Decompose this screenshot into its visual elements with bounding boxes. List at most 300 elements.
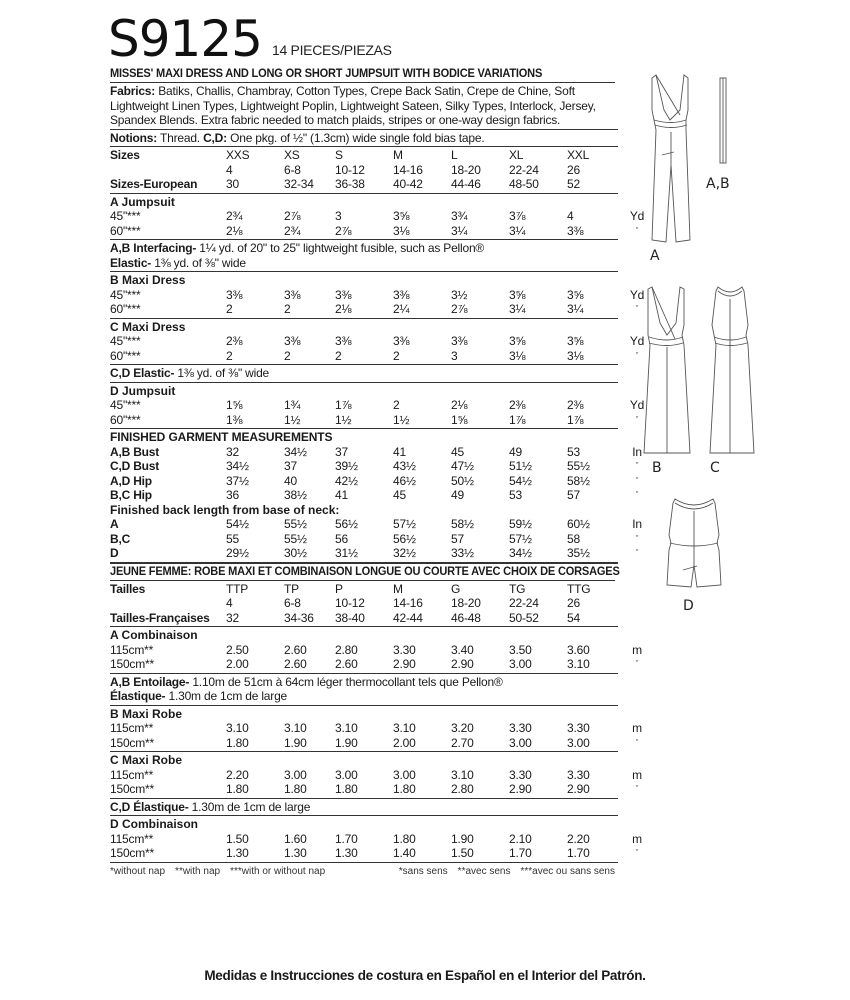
- value-cell: 1⅞: [335, 398, 352, 412]
- pattern-number: S9125: [108, 10, 262, 68]
- value-cell: 1.40: [393, 846, 416, 860]
- unit-cell: ": [635, 784, 639, 793]
- size-cell: XS: [284, 148, 300, 162]
- view-d-jumpsuit-table: [110, 383, 645, 430]
- value-cell: 55½: [284, 531, 307, 546]
- elastic-label: Elastic-: [110, 255, 152, 270]
- value-cell: 3.30: [567, 721, 590, 735]
- row-label: Tailles: [110, 581, 146, 596]
- row-label: D: [110, 546, 119, 560]
- value-cell: 2.90: [451, 657, 474, 671]
- value-cell: 3¼: [567, 302, 584, 316]
- size-cell: XXS: [226, 148, 250, 162]
- value-cell: 1⅞: [509, 412, 526, 427]
- value-cell: 2.90: [567, 782, 590, 796]
- value-cell: 3⅜: [567, 223, 584, 238]
- value-cell: 2.60: [284, 657, 307, 671]
- view-label-ab: A,B: [706, 176, 730, 192]
- tailles-row: [110, 582, 618, 597]
- row-label: 60"***: [110, 223, 141, 238]
- yardage-row: [110, 721, 642, 736]
- interfacing-label: A,B Interfacing-: [110, 241, 197, 255]
- value-cell: 2: [226, 348, 233, 363]
- value-cell: 3.00: [567, 735, 590, 750]
- tailles-table: [110, 581, 618, 628]
- value-cell: 60½: [567, 517, 590, 531]
- value-cell: 56½: [393, 531, 416, 546]
- size-cell: P: [335, 581, 343, 596]
- value-cell: 2¾: [226, 209, 243, 223]
- value-cell: 55: [226, 531, 239, 546]
- value-cell: 3.30: [393, 642, 416, 657]
- value-cell: 1.70: [335, 831, 358, 846]
- interfacing-elastic-section: [110, 240, 618, 272]
- size-cell: G: [451, 581, 461, 596]
- value-cell: 3⅜: [393, 287, 410, 302]
- row-label: C,D Bust: [110, 459, 160, 473]
- value-cell: 1⅞: [567, 412, 584, 427]
- row-label: 60"***: [110, 302, 141, 316]
- size-cell: S: [335, 148, 343, 162]
- unit-cell: ": [635, 414, 639, 424]
- value-cell: 57: [451, 531, 464, 546]
- unit-cell: ": [635, 225, 639, 235]
- size-cell: 22-24: [509, 162, 539, 177]
- value-cell: 3.30: [567, 767, 590, 782]
- value-cell: 2.10: [509, 831, 532, 846]
- unit-cell: In: [632, 517, 642, 531]
- row-label: 45"***: [110, 334, 141, 348]
- row-label: 150cm**: [110, 735, 154, 750]
- value-cell: 2.00: [393, 735, 416, 750]
- sizes-number-row: [110, 163, 618, 178]
- entoilage-label: A,B Entoilage-: [110, 674, 190, 689]
- interfacing-text: 1¼ yd. of 20" to 25" lightweight fusible, such as Pellon®: [196, 241, 485, 255]
- value-cell: 45: [451, 444, 464, 459]
- unit-cell: ": [635, 533, 639, 543]
- footnotes-french: [399, 865, 625, 878]
- value-cell: 2: [226, 302, 233, 316]
- value-cell: 29½: [226, 546, 249, 560]
- value-cell: 1.90: [284, 735, 307, 750]
- row-label: 60"***: [110, 348, 141, 363]
- size-cell: 42-44: [393, 610, 423, 625]
- size-cell: 6-8: [284, 162, 301, 177]
- value-cell: 41: [335, 488, 348, 502]
- view-a-jumpsuit-illustration: [640, 70, 750, 270]
- value-cell: 3¾: [451, 209, 468, 223]
- value-cell: 33½: [451, 546, 474, 560]
- value-cell: 1¾: [284, 398, 301, 412]
- value-cell: 2⅛: [226, 223, 243, 238]
- value-cell: 39½: [335, 459, 358, 473]
- size-cell: 10-12: [335, 162, 365, 177]
- value-cell: 34½: [284, 444, 307, 459]
- value-cell: 1.80: [393, 782, 416, 796]
- value-cell: 3⅞: [509, 209, 526, 223]
- size-cell: 54: [567, 610, 580, 625]
- value-cell: 2: [284, 348, 291, 363]
- view-title: C Maxi Dress: [110, 319, 186, 334]
- value-cell: 1⅝: [226, 398, 243, 412]
- size-cell: M: [393, 581, 403, 596]
- unit-cell: ": [635, 304, 639, 313]
- view-a-combinaison-table: [110, 627, 642, 674]
- value-cell: 3⅝: [567, 334, 584, 348]
- unit-cell: ": [635, 350, 639, 360]
- footnote: *without nap: [110, 865, 166, 877]
- value-cell: 2⅛: [451, 398, 468, 412]
- back-length-row: [110, 546, 639, 561]
- view-b-maxi-dress-table: [110, 272, 645, 319]
- unit-cell: ": [635, 548, 639, 557]
- value-cell: 2: [393, 398, 400, 412]
- yardage-row: [110, 735, 639, 751]
- value-cell: 3⅝: [509, 287, 526, 302]
- piece-count: 14 PIECES/PIEZAS: [271, 42, 392, 58]
- size-cell: TG: [509, 581, 526, 596]
- cd-elastic-label: C,D Elastic-: [110, 366, 175, 380]
- value-cell: 50½: [451, 473, 474, 488]
- size-cell: 34-36: [284, 610, 314, 625]
- view-title: A Jumpsuit: [110, 194, 175, 209]
- size-cell: 32: [226, 610, 239, 625]
- value-cell: 55½: [284, 517, 307, 531]
- size-cell: 50-52: [509, 610, 539, 625]
- back-length-row: [110, 531, 639, 547]
- value-cell: 56½: [335, 517, 358, 531]
- value-cell: 1.70: [509, 846, 532, 860]
- value-cell: 47½: [451, 459, 474, 473]
- elastic-line: [110, 256, 618, 271]
- elastique-label: Élastique-: [110, 689, 166, 703]
- value-cell: 2.90: [509, 782, 532, 796]
- unit-cell: ": [635, 490, 639, 499]
- view-c-maxi-dress-table: [110, 319, 645, 366]
- view-c-maxi-robe-table: [110, 752, 642, 799]
- value-cell: 2.80: [335, 642, 358, 657]
- view-title: D Combinaison: [110, 817, 199, 831]
- notions-section: [110, 130, 618, 148]
- value-cell: 3¼: [509, 223, 526, 238]
- row-label: Sizes-European: [110, 177, 198, 191]
- footnote: **with nap: [175, 865, 221, 877]
- unit-cell: ": [635, 848, 639, 857]
- row-label: 115cm**: [110, 642, 154, 657]
- value-cell: 58½: [567, 473, 590, 488]
- value-cell: 3⅝: [567, 287, 584, 302]
- cd-elastique-text: 1.30m de 1cm de large: [188, 799, 311, 814]
- value-cell: 2⅞: [451, 302, 468, 316]
- size-cell: XL: [509, 148, 524, 162]
- view-label-d: D: [683, 598, 694, 614]
- size-cell: 10-12: [335, 596, 365, 610]
- value-cell: 2.00: [226, 657, 249, 671]
- value-cell: 3.10: [451, 767, 474, 782]
- value-cell: 1⅜: [226, 412, 243, 427]
- row-label: 115cm**: [110, 767, 154, 782]
- size-cell: 6-8: [284, 596, 301, 610]
- row-label: Sizes: [110, 148, 140, 162]
- view-label-c: C: [710, 460, 720, 476]
- unit-cell: Yd: [629, 287, 645, 302]
- cd-elastique-label: C,D Élastique-: [110, 799, 189, 814]
- row-label: A,D Hip: [110, 473, 152, 488]
- finished-measurements-table: [110, 429, 642, 564]
- value-cell: 59½: [509, 517, 532, 531]
- yardage-row: [110, 657, 639, 672]
- value-cell: 57½: [509, 531, 532, 546]
- value-cell: 58½: [451, 517, 474, 531]
- value-cell: 40: [284, 473, 297, 488]
- row-label: [110, 163, 226, 178]
- row-label: Tailles-Françaises: [110, 610, 210, 625]
- value-cell: 3.10: [567, 657, 590, 671]
- value-cell: 34½: [226, 459, 249, 473]
- size-cell: 18-20: [451, 162, 481, 177]
- value-cell: 1.80: [335, 782, 358, 796]
- row-label: 150cm**: [110, 782, 154, 796]
- row-label: 150cm**: [110, 657, 154, 671]
- value-cell: 3.50: [509, 642, 532, 657]
- value-cell: 3.00: [509, 735, 532, 750]
- value-cell: 3.00: [335, 767, 358, 782]
- value-cell: 3¼: [451, 223, 468, 238]
- value-cell: 3⅜: [451, 334, 468, 348]
- value-cell: 32: [226, 444, 239, 459]
- unit-cell: Yd: [629, 209, 645, 223]
- value-cell: 3.40: [451, 642, 474, 657]
- value-cell: 37½: [226, 473, 249, 488]
- size-cell: 36-38: [335, 177, 365, 191]
- value-cell: 36: [226, 488, 239, 502]
- tailles-francaises-row: [110, 611, 618, 626]
- value-cell: 57½: [393, 517, 416, 531]
- value-cell: 58: [567, 531, 580, 546]
- yardage-chart: [110, 66, 645, 878]
- value-cell: 4: [567, 209, 574, 223]
- notions-label: Notions:: [110, 130, 158, 145]
- view-label-a: A: [650, 248, 660, 264]
- value-cell: 1½: [335, 412, 352, 427]
- size-cell: TTG: [567, 581, 591, 596]
- value-cell: 3⅛: [509, 348, 526, 363]
- spanish-note: Medidas e Instrucciones de costura en Español en el Interior del Patrón.: [204, 968, 646, 983]
- row-label: 60"***: [110, 412, 141, 427]
- value-cell: 1.80: [226, 735, 249, 750]
- view-title: D Jumpsuit: [110, 383, 176, 398]
- value-cell: 57: [567, 488, 580, 502]
- unit-cell: In: [632, 444, 642, 459]
- row-label: 150cm**: [110, 846, 154, 860]
- measurement-row: [110, 488, 639, 503]
- value-cell: 1½: [284, 412, 301, 427]
- view-a-jumpsuit-table: [110, 194, 645, 241]
- value-cell: 3⅝: [393, 209, 410, 223]
- footnotes-english: [110, 865, 335, 878]
- size-cell: 14-16: [393, 596, 423, 610]
- size-cell: TP: [284, 581, 299, 596]
- view-title: B Maxi Robe: [110, 706, 183, 721]
- size-cell: 4: [226, 596, 233, 610]
- value-cell: 2.80: [451, 782, 474, 796]
- size-cell: 48-50: [509, 177, 539, 191]
- entoilage-elastique-section: [110, 674, 618, 706]
- unit-cell: ": [635, 461, 639, 470]
- row-label: 45"***: [110, 287, 141, 302]
- yardage-row: [110, 223, 639, 239]
- value-cell: 3⅜: [284, 334, 301, 348]
- value-cell: 1.80: [393, 831, 416, 846]
- unit-cell: Yd: [629, 398, 645, 412]
- yardage-row: [110, 302, 639, 317]
- value-cell: 1.80: [284, 782, 307, 796]
- view-d-combinaison-table: [110, 816, 642, 863]
- sizes-row: [110, 148, 618, 163]
- size-cell: 18-20: [451, 596, 481, 610]
- value-cell: 3⅜: [393, 334, 410, 348]
- value-cell: 2¼: [393, 302, 410, 316]
- row-label: A: [110, 517, 119, 531]
- value-cell: 30½: [284, 546, 307, 560]
- value-cell: 1.80: [226, 782, 249, 796]
- yardage-row: [110, 782, 639, 797]
- french-title: JEUNE FEMME: ROBE MAXI ET COMBINAISON LONGUE OU COURTE AVEC CHOIX DE CORSAGES: [110, 564, 615, 581]
- value-cell: 32½: [393, 546, 416, 560]
- value-cell: 49: [509, 444, 522, 459]
- unit-cell: ": [635, 737, 639, 747]
- value-cell: 54½: [509, 473, 532, 488]
- value-cell: 3: [335, 209, 342, 223]
- elastique-line: [110, 689, 618, 704]
- row-label: B,C Hip: [110, 488, 152, 502]
- size-cell: 4: [226, 162, 233, 177]
- yardage-row: [110, 412, 639, 428]
- value-cell: 3½: [451, 287, 468, 302]
- yardage-row: [110, 287, 645, 303]
- value-cell: 2⅜: [226, 334, 243, 348]
- unit-cell: ": [635, 659, 639, 668]
- yardage-row: [110, 398, 645, 413]
- value-cell: 3: [451, 348, 458, 363]
- row-label: B,C: [110, 531, 131, 546]
- tailles-number-row: [110, 596, 618, 611]
- back-length-title: Finished back length from base of neck:: [110, 502, 340, 517]
- view-title: A Combinaison: [110, 628, 198, 642]
- size-cell: 22-24: [509, 596, 539, 610]
- value-cell: 2: [335, 348, 342, 363]
- value-cell: 2.70: [451, 735, 474, 750]
- footnote: ***avec ou sans sens: [520, 865, 615, 877]
- value-cell: 3⅝: [509, 334, 526, 348]
- value-cell: 3.10: [284, 721, 307, 735]
- size-cell: 26: [567, 162, 580, 177]
- value-cell: 49: [451, 488, 464, 502]
- size-cell: 46-48: [451, 610, 481, 625]
- value-cell: 45: [393, 488, 406, 502]
- row-label: A,B Bust: [110, 444, 160, 459]
- value-cell: 2.50: [226, 642, 249, 657]
- size-cell: 32-34: [284, 177, 314, 191]
- fabrics-label: Fabrics:: [110, 84, 156, 98]
- value-cell: 53: [509, 488, 522, 502]
- value-cell: 2.60: [284, 642, 307, 657]
- english-title: MISSES' MAXI DRESS AND LONG OR SHORT JUMPSUIT WITH BODICE VARIATIONS: [110, 66, 615, 83]
- size-cell: 30: [226, 177, 239, 191]
- value-cell: 1.30: [335, 846, 358, 860]
- notions-cd-text: One pkg. of ½" (1.3cm) wide single fold bias tape.: [226, 130, 485, 145]
- view-b-c-maxi-dress-illustration: [640, 285, 760, 460]
- value-cell: 2: [393, 348, 400, 363]
- yardage-row: [110, 831, 642, 847]
- yardage-row: [110, 209, 645, 224]
- size-cell: XXL: [567, 148, 590, 162]
- cd-elastic-text: 1⅜ yd. of ⅜" wide: [174, 366, 270, 380]
- value-cell: 3.60: [567, 642, 590, 657]
- view-b-maxi-robe-table: [110, 706, 642, 753]
- unit-cell: Yd: [629, 334, 645, 348]
- yardage-row: [110, 334, 645, 349]
- row-label: 115cm**: [110, 721, 154, 735]
- value-cell: 2: [284, 302, 291, 316]
- value-cell: 1.90: [335, 735, 358, 750]
- yardage-row: [110, 642, 642, 658]
- value-cell: 3.00: [284, 767, 307, 782]
- yardage-row: [110, 348, 639, 364]
- unit-cell: ": [635, 475, 639, 485]
- value-cell: 1.30: [284, 846, 307, 860]
- size-cell: 52: [567, 177, 580, 191]
- value-cell: 3⅛: [567, 348, 584, 363]
- value-cell: 2⅜: [509, 398, 526, 412]
- row-label: 115cm**: [110, 831, 154, 846]
- notions-cd-label: C,D:: [203, 130, 227, 145]
- value-cell: 3.10: [335, 721, 358, 735]
- back-length-row: [110, 517, 642, 532]
- size-cell: 38-40: [335, 610, 365, 625]
- row-label: 45"***: [110, 209, 141, 223]
- unit-cell: m: [632, 831, 642, 846]
- value-cell: 2.90: [393, 657, 416, 671]
- value-cell: 3⅛: [393, 223, 410, 238]
- view-title: C Maxi Robe: [110, 753, 183, 767]
- footnote: ***with or without nap: [230, 865, 326, 877]
- view-title: B Maxi Dress: [110, 273, 186, 287]
- row-label: 45"***: [110, 398, 141, 412]
- cd-elastique-section: [110, 799, 618, 817]
- value-cell: 1½: [393, 412, 410, 427]
- sizes-table: [110, 147, 618, 194]
- fabrics-section: [110, 83, 618, 130]
- value-cell: 3.20: [451, 721, 474, 735]
- unit-cell: m: [632, 642, 642, 657]
- value-cell: 3⅜: [284, 287, 301, 302]
- elastique-text: 1.30m de 1cm de large: [165, 689, 288, 703]
- value-cell: 2⅞: [284, 209, 301, 223]
- value-cell: 46½: [393, 473, 416, 488]
- value-cell: 1.30: [226, 846, 249, 860]
- measurement-row: [110, 459, 639, 474]
- value-cell: 55½: [567, 459, 590, 473]
- value-cell: 3.10: [393, 721, 416, 735]
- value-cell: 3.10: [226, 721, 249, 735]
- value-cell: 2⅛: [335, 302, 352, 316]
- footnotes: [110, 863, 625, 878]
- size-cell: M: [393, 148, 403, 162]
- value-cell: 2⅜: [567, 398, 584, 412]
- fabrics-text: Batiks, Challis, Chambray, Cotton Types, Crepe Back Satin, Crepe de Chine, Soft Lightweight Linen Types, Lightweight Poplin, Lightweight Sateen, Silky Types, Interlock, Jersey, Spandex Blends. Extra fabric needed to match plaids, stripes or one-way design fabrics.: [110, 84, 596, 127]
- row-label: [110, 596, 226, 611]
